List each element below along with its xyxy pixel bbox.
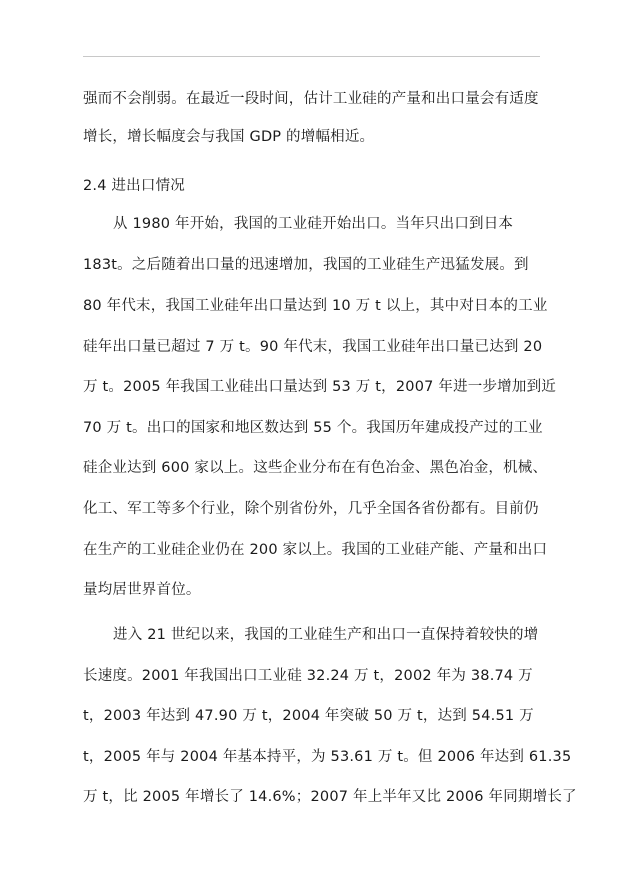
text-line: 万 t。2005 年我国工业硅出口量达到 53 万 t，2007 年进一步增加到近 (83, 379, 556, 395)
text-line: 化工、军工等多个行业，除个别省份外，几乎全国各省份都有。目前仍 (83, 501, 539, 517)
section-heading: 2.4 进出口情况 (83, 178, 185, 194)
text-line: 70 万 t。出口的国家和地区数达到 55 个。我国历年建成投产过的工业 (83, 420, 543, 436)
text-line: 从 1980 年开始，我国的工业硅开始出口。当年只出口到日本 (113, 216, 514, 232)
text-line: t，2005 年与 2004 年基本持平，为 53.61 万 t。但 2006 年达到 61.35 (83, 749, 572, 765)
text-line: t，2003 年达到 47.90 万 t，2004 年突破 50 万 t，达到 54.51 万 (83, 708, 534, 724)
text-line: 在生产的工业硅企业仍在 200 家以上。我国的工业硅产能、产量和出口 (83, 542, 548, 558)
text-line: 增长，增长幅度会与我国 GDP 的增幅相近。 (83, 129, 375, 145)
text-line: 量均居世界首位。 (83, 582, 201, 598)
text-line: 万 t，比 2005 年增长了 14.6%；2007 年上半年又比 2006 年同期增长了 (83, 789, 577, 805)
text-line: 80 年代末，我国工业硅年出口量达到 10 万 t 以上，其中对日本的工业 (83, 298, 548, 314)
text-line: 长速度。2001 年我国出口工业硅 32.24 万 t，2002 年为 38.74 万 (83, 668, 533, 684)
text-line: 183t。之后随着出口量的迅速增加，我国的工业硅生产迅猛发展。到 (83, 257, 529, 273)
header-rule (83, 56, 540, 57)
text-line: 强而不会削弱。在最近一段时间，估计工业硅的产量和出口量会有适度 (83, 91, 539, 107)
text-line: 进入 21 世纪以来，我国的工业硅生产和出口一直保持着较快的增 (113, 627, 539, 643)
text-line: 硅企业达到 600 家以上。这些企业分布在有色冶金、黑色冶金，机械、 (83, 460, 548, 476)
text-line: 硅年出口量已超过 7 万 t。90 年代末，我国工业硅年出口量已达到 20 (83, 339, 543, 355)
